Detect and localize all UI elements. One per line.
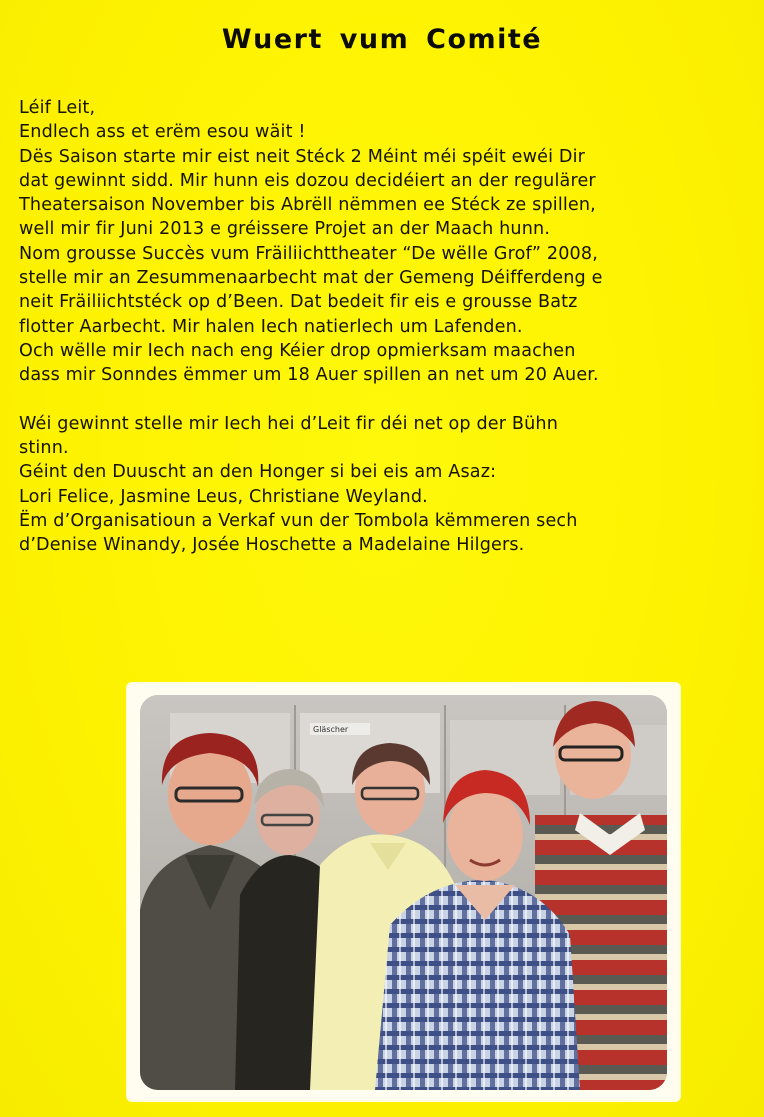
text-line: Endlech ass et erëm esou wäit ! — [19, 122, 306, 143]
text-line: Wéi gewinnt stelle mir Iech hei d’Leit fir déi net op der Bühn — [19, 413, 559, 434]
group-photo — [140, 695, 667, 1090]
text-line: Lori Felice, Jasmine Leus, Christiane Weyland. — [19, 486, 428, 507]
text-line: stelle mir an Zesummenaarbecht mat der Gemeng Déifferdeng e — [19, 268, 603, 289]
text-line: dat gewinnt sidd. Mir hunn eis dozou decidéiert an der regulärer — [19, 170, 596, 191]
text-line: d’Denise Winandy, Josée Hoschette a Madelaine Hilgers. — [19, 535, 525, 556]
paragraph-gap — [19, 388, 749, 412]
text-line: neit Fräiliichtstéck op d’Been. Dat bedeit fir eis e grousse Batz — [19, 292, 578, 313]
text-line: Ëm d’Organisatioun a Verkaf vun der Tombola këmmeren sech — [19, 511, 578, 532]
text-line: Léif Leit, — [19, 98, 96, 118]
text-line: stinn. — [19, 438, 69, 459]
text-line: Och wëlle mir Iech nach eng Kéier drop opmierksam maachen — [19, 340, 576, 361]
group-photo-illustration — [140, 695, 667, 1090]
text-line: dass mir Sonndes ëmmer um 18 Auer spillen an net um 20 Auer. — [19, 365, 599, 386]
text-line: Nom grousse Succès vum Fräiliichttheater “De wëlle Grof” 2008, — [19, 243, 598, 264]
text-line: Theatersaison November bis Abrëll nëmmen ee Stéck ze spillen, — [19, 195, 596, 216]
cabinet-sign: Gläscher — [313, 725, 349, 734]
text-line: flotter Aarbecht. Mir halen Iech natierlech um Lafenden. — [19, 316, 523, 337]
page-title: Wuert vum Comité — [221, 24, 543, 55]
comite-text — [19, 96, 749, 558]
text-line: Géint den Duuscht an den Honger si bei eis am Asaz: — [19, 462, 497, 483]
text-line: Dës Saison starte mir eist neit Stéck 2 Méint méi spéit ewéi Dir — [19, 146, 586, 167]
text-line: well mir fir Juni 2013 e gréissere Projet an der Maach hunn. — [19, 219, 551, 240]
